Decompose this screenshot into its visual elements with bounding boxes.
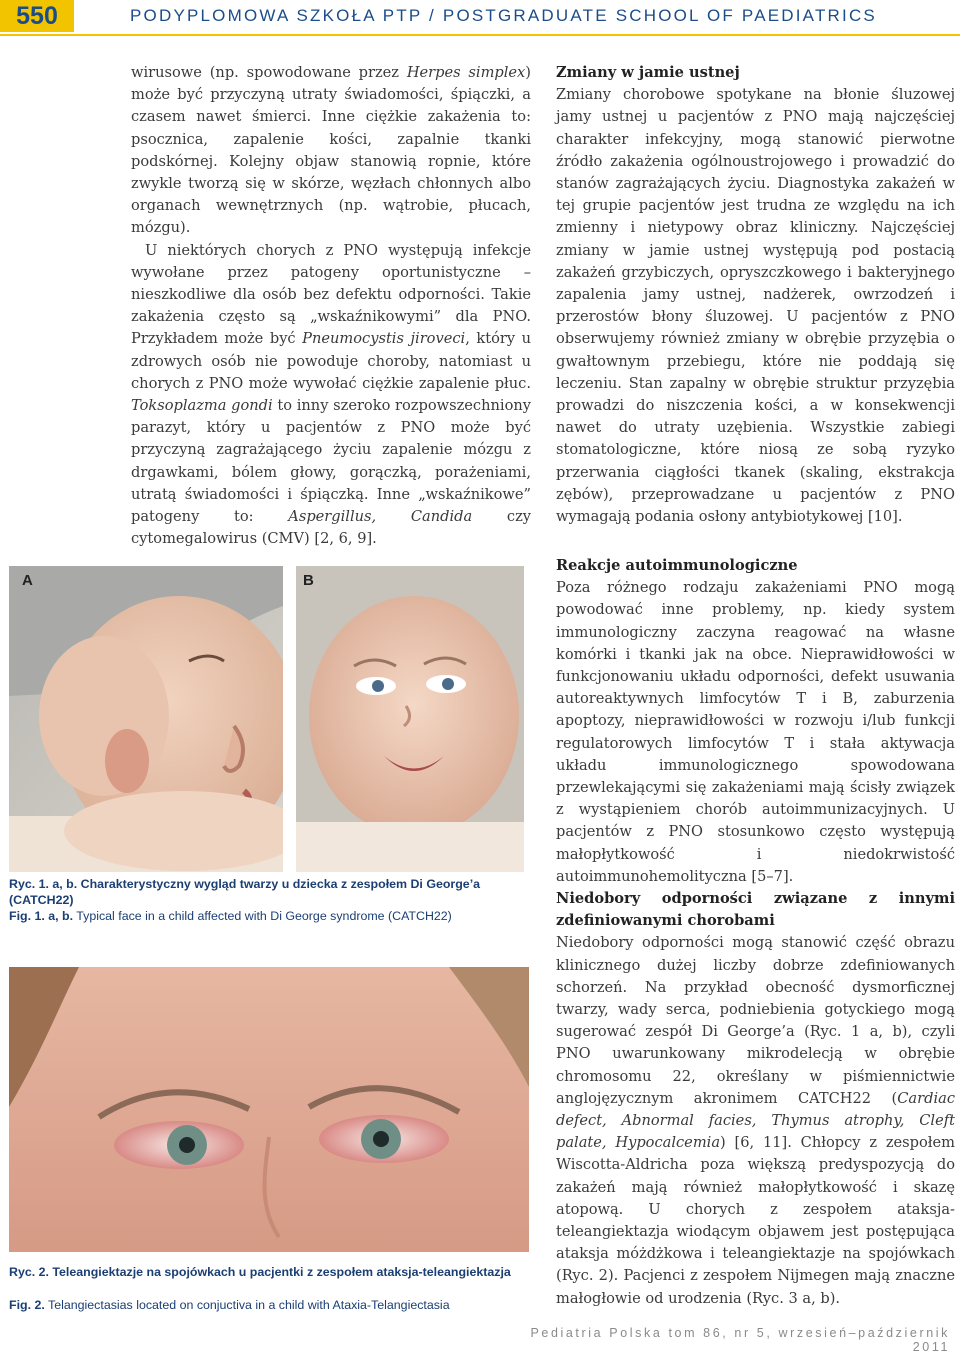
- text-run: ) może być przyczyną utraty świadomości, śpiączki, a czasem nawet śmierci. Inne ciężkie zakażenia to: psocznica, zapalenie kości, zapalnie tkanki podskórnej. Kolejny objaw stanowią ropnie, które zwykle tworzą się w skórze, węzłach chłonnych albo organach wewnętrznych (np. wątrobie, płucach, mózgu).: [131, 64, 531, 237]
- figure-1-caption-pl: [9, 876, 529, 908]
- page-footer: Pediatria Polska tom 86, nr 5, wrzesień–październik 2011: [530, 1326, 950, 1354]
- caption-text: Charakterystyczny wygląd twarzy u dziecka z zespołem Di George’a (CATCH22): [9, 877, 481, 907]
- figure-2-caption-en: [9, 1297, 529, 1313]
- caption-text: Telangiectasias located on conjuctiva in a child with Ataxia-Telangiectasia: [44, 1298, 450, 1312]
- paragraph: [131, 240, 531, 551]
- paragraph: [131, 62, 531, 240]
- figure-1-caption-en: [9, 908, 529, 924]
- caption-text: Teleangiektazje na spojówkach u pacjentki z zespołem ataksja-teleangiektazja: [48, 1265, 511, 1279]
- text-italic: Cardiac defect, Abnormal facies, Thymus atrophy, Cleft palate, Hypocalcemia: [556, 1089, 955, 1152]
- figure-label-b: B: [303, 572, 314, 589]
- text-run: ) [6, 11]. Chłopcy z zespołem Wiscotta-Aldricha poza większą predyspozycją do zakażeń mają również małopłytkowość i skazę atopową. U chorych z zespołem ataksja-teleangiektazja wiodącym objawem jest postępująca ataksja móżdżkowa i teleangiektazje na spojówkach (Ryc. 2). Pacjenci z zespołem Nijmegen mają znaczne małogłowie od urodzenia (Ryc. 3 a, b).: [556, 1134, 955, 1307]
- caption-lead: Ryc. 1. a, b.: [9, 877, 78, 891]
- figure-2-caption-pl: [9, 1264, 529, 1280]
- paragraph: Zmiany chorobowe spotykane na błonie śluzowej jamy ustnej u pacjentów z PNO mają najczęściej charakter infekcyjny, mogą stanowić pierwotne źródło zakażenia ogólnoustrojowego i prowadzić do stanów zagrażających życiu. Diagnostyka zakażeń w tej grupie pacjentów jest trudna ze względu na ich zmienny i nietypowy obraz kliniczny. Najczęściej zmiany w jamie ustnej występują pod postacią zakażeń grzybiczych, opryszczkowego i bakteryjnego zapalenia jamy ustnej, nadżerek, owrzodzeń i przerostów błony śluzowej. U pacjentów z PNO obserwujemy również zmiany w obrębie przyzębia o gwałtownym przebiegu, które nie poddają się leczeniu. Stan zapalny w obrębie struktur przyzębia prowadzi do niszczenia kości, a w konsekwencji nawet do utraty uzębienia. Wszystkie zabiegi stomatologiczne, które niosą ze sobą ryzyko przerwania ciągłości tkanek (skaling, ekstrakcja zębów), przeprowadzane u pacjentów z PNO wymagają podania osłony antybiotykowej [10].: [556, 86, 955, 526]
- figure-label-a: A: [22, 572, 33, 589]
- text-italic: Pneumocystis jiroveci: [302, 330, 466, 348]
- text-run: U niektórych chorych z PNO występują infekcje wywołane przez patogeny oportunistyczne – nieszkodliwe dla osób bez defektu odporności. Takie zakażenia często są „wskaźnikowymi” dla PNO. Przykładem może być: [131, 241, 531, 348]
- section-autoimmune: [556, 555, 955, 888]
- section-other-diseases: [556, 888, 955, 1310]
- text-italic: Herpes simplex: [406, 64, 526, 81]
- text-column-left: [131, 62, 531, 550]
- caption-lead: Fig. 1. a, b.: [9, 909, 74, 923]
- text-run: wirusowe (np. spowodowane przez: [131, 64, 407, 81]
- text-run: , który u zdrowych osób nie powoduje choroby, natomiast u chorych z PNO może wywołać ciężkie zapalenie płuc.: [131, 330, 532, 392]
- text-run: Niedobory odporności mogą stanowić część obrazu klinicznego dużej liczby dobrze zdefiniowanych schorzeń. Na przykład obecność dysmorficznej twarzy, wady serca, podniebienia gotyckiego mogą sugerować zespół Di George’a (Ryc. 1 a, b), czyli PNO uwarunkowany mikrodelecją w obrębie chromosomu 22, określany w piśmiennictwie anglojęzycznym akronimem CATCH22 (: [556, 934, 955, 1107]
- figure-1b-photo: [296, 566, 524, 872]
- header-rule: [0, 34, 960, 36]
- text-run: czy cytomegalowirus (CMV) [2, 6, 9].: [131, 508, 531, 548]
- text-italic: Toksoplazma gondi: [131, 397, 273, 415]
- caption-lead: Fig. 2.: [9, 1298, 45, 1312]
- text-italic: Aspergillus, Candida: [288, 508, 473, 526]
- figure-2-photo: [9, 967, 529, 1252]
- text-run: to inny szeroko rozpowszechniony parazyt, który u pacjentów z PNO może być przyczyną zagrażającego życiu zapalenie mózgu z drgawkami, bólem głowy, gorączką, porażeniami, utratą świadomości i śpiączką. Inne „wskaźnikowe” patogeny to:: [131, 397, 532, 526]
- section-oral-changes: [556, 62, 955, 528]
- page-header: [0, 0, 960, 32]
- section-title: Reakcje autoimmunologiczne: [556, 557, 798, 574]
- section-title: Zmiany w jamie ustnej: [556, 64, 740, 81]
- paragraph: Poza różnego rodzaju zakażeniami PNO mogą powodować inne problemy, np. kiedy system immunologiczny zaczyna reagować na własne komórki i tkanki jak na obce. Nieprawidłowości w funkcjonowaniu układu odporności, defekt usuwania autoreaktywnych limfocytów T i B, zaburzenia apoptozy, nieprawidłowości w rozwoju i/lub funkcji regulatorowych limfocytów T i stała aktywacja układu immunologicznego spowodowana przewlekającymi się zakażeniami mają ścisły związek z wystąpieniem chorób autoimmunizacyjnych. U pacjentów z PNO stosunkowo często występują małopłytkowość i niedokrwistość autoimmunohemolityczna [5–7].: [556, 579, 955, 885]
- journal-title: PODYPLOMOWA SZKOŁA PTP / POSTGRADUATE SCHOOL OF PAEDIATRICS: [130, 6, 877, 25]
- paragraph: [556, 932, 955, 1309]
- page-number: 550: [0, 0, 74, 32]
- figure-1a-photo: [9, 566, 283, 872]
- caption-lead: Ryc. 2.: [9, 1265, 49, 1279]
- section-title: Niedobory odporności związane z innymi zdefiniowanymi chorobami: [556, 890, 955, 930]
- caption-text: Typical face in a child affected with Di George syndrome (CATCH22): [73, 909, 452, 923]
